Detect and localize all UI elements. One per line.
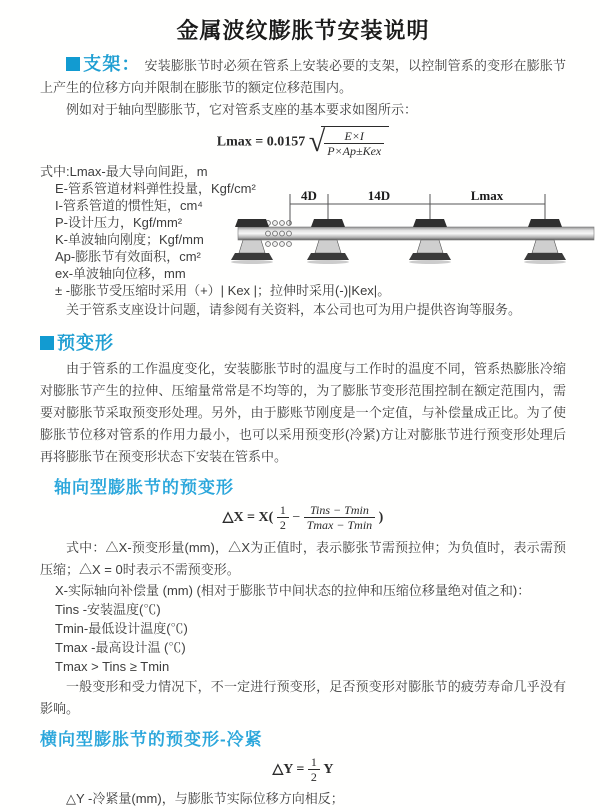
section-marker-icon: [66, 57, 80, 71]
formula-term-definition: K-单波轴向刚度；Kgf/mm: [55, 231, 204, 247]
radicand: [321, 126, 389, 159]
axial-predeform-formula: [40, 503, 566, 533]
pipe-support: [307, 219, 349, 264]
dim-label-14d: 14D: [367, 187, 391, 203]
axial-explain-paragraph: 式中：△X-预变形量(mm)，△X为正值时，表示膨张节需预拉伸；为负值时，表示需预压缩；△X = 0时表示不需预变形。: [40, 539, 566, 577]
axial-term: Tmax -最高设计温 (℃): [55, 639, 186, 655]
axial-term-list: [40, 581, 566, 676]
formula-term-definition: Ap-膨胀节有效面积，cm²: [55, 248, 201, 264]
fraction-numerator: 1: [277, 503, 289, 518]
pipe-support-diagram: [238, 187, 600, 283]
guide-spacing-formula: [40, 126, 566, 159]
axial-term: X-实际轴向补偿量 (mm) (相对于膨胀节中间状态的拉伸和压缩位移量绝对值之和)：: [55, 582, 531, 598]
definitions-and-diagram: [40, 163, 566, 299]
fraction-one-half: [308, 755, 320, 785]
fraction-one-half: [277, 503, 289, 533]
predeform-body-paragraph: 由于管系的工作温度变化，安装膨胀节时的温度与工作时的温度不同，管系热膨胀冷缩对膨胀节产生的拉伸、压缩量常常是不均等的，为了膨胀节变形范围控制在额定范围内，需要对膨胀节采取预变形处理。另外，由于膨账节刚度是一个定值，与补偿量成正比。为了使膨胀节位移对管系的作用力最小，也可以采用预变形(冷紧)方让对膨胀节进行预变形处理后再将膨胀节在预变形状态下安装在管系中。: [40, 360, 566, 464]
fraction-numerator: E×I: [324, 129, 384, 144]
lateral-predeform-formula: [40, 755, 566, 785]
predeform-heading-label: 预变形: [57, 332, 114, 353]
formula-term-definition: 式中:Lmax-最大导向间距，m: [40, 163, 208, 179]
axial-term: Tins -安装温度(℃): [55, 601, 161, 617]
section-marker-icon: [40, 336, 54, 350]
dim-label-4d: 4D: [301, 187, 317, 203]
formula-term-definition: ± -膨胀节受压缩时采用（+）| Kex |；拉伸时采用(-)|Kex|。: [55, 282, 391, 298]
support-intro-paragraph: [40, 53, 566, 99]
axial-term: Tmax > Tins ≥ Tmin: [55, 658, 170, 674]
fraction-numerator: 1: [308, 755, 320, 770]
formula-rhs: Y: [323, 761, 334, 777]
formula-term-definition: P-设计压力，Kgf/mm²: [55, 214, 183, 230]
lateral-predeform-heading: 横向型膨胀节的预变形-冷紧: [40, 729, 263, 749]
formula-lhs: △Y =: [272, 761, 305, 777]
fraction: [324, 129, 384, 159]
fraction-denominator: Tmax − Tmin: [306, 518, 373, 533]
support-example-line: 例如对于轴向型膨胀节，它对管系支座的基本要求如图所示：: [66, 102, 418, 117]
pipe-support: [524, 219, 566, 264]
minus-operator: −: [292, 509, 301, 525]
fraction-denominator: P×Ap±Kex: [327, 144, 382, 159]
dim-label-lmax: Lmax: [470, 187, 504, 203]
closing-paren: ): [378, 509, 384, 525]
fraction-denominator: 2: [310, 769, 317, 784]
temperature-ratio-fraction: [304, 503, 375, 533]
axial-predeform-heading: 轴向型膨胀节的预变形: [54, 477, 234, 497]
formula-lhs: Lmax = 0.0157: [216, 134, 306, 150]
fraction-numerator: Tins − Tmin: [304, 503, 375, 518]
radical-expression: [309, 126, 389, 159]
lateral-explain-line: △Y -冷紧量(mm)，与膨胀节实际位移方向相反；: [66, 791, 344, 807]
formula-term-definition: ex-单波轴向位移，mm: [55, 265, 186, 281]
formula-term-definition: E-管系管道材料弹性投量，Kgf/cm²: [55, 180, 256, 196]
support-intro-text: 安装膨胀节时必须在管系上安装必要的支架，以控制管系的变形在膨胀节上产生的位移方向并限制在膨胀节的额定位移范围内。: [40, 58, 566, 95]
radical-sign-icon: √: [308, 125, 326, 159]
support-section-heading: [66, 54, 141, 74]
predeform-section-heading: [40, 329, 566, 355]
page-title: 金属波纹膨胀节安装说明: [176, 18, 430, 43]
pipe-support: [409, 219, 451, 264]
fraction-denominator: 2: [279, 518, 286, 533]
formula-term-definition: I-管系管道的惯性矩，cm⁴: [55, 197, 203, 213]
axial-term: Tmin-最低设计温度(℃): [55, 620, 188, 636]
support-heading-label: 支架：: [83, 54, 141, 74]
axial-note-line: 一般变形和受力情况下，不一定进行预变形，足否预变形对膨胀节的疲劳寿命几乎没有影响。: [40, 678, 566, 716]
formula-lhs: △X = X(: [222, 509, 274, 525]
support-note-line: 关于管系支座设计问题，请参阅有关资料，本公司也可为用户提供咨询等服务。: [66, 301, 522, 317]
